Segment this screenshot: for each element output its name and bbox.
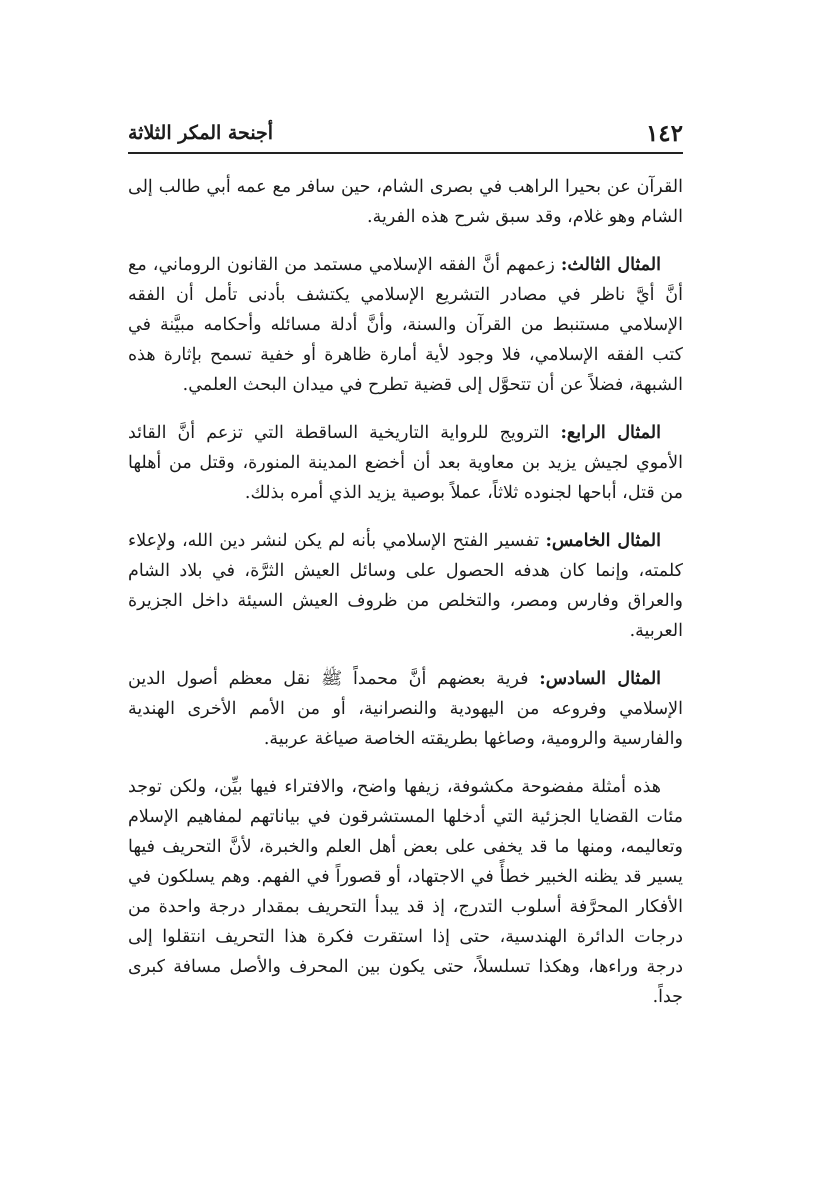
paragraph-text: القرآن عن بحيرا الراهب في بصرى الشام، حين سافر مع عمه أبي طالب إلى الشام وهو غلام، وقد سبق شرح هذه الفرية. [128,177,683,227]
page-body [128,172,683,1012]
example-label: المثال الرابع: [560,423,661,443]
example-label: المثال الخامس: [545,531,661,551]
paragraph-intro [128,172,683,232]
example-label: المثال الثالث: [560,255,661,275]
paragraph-text: زعمهم أنَّ الفقه الإسلامي مستمد من القانون الروماني، مع أنَّ أيَّ ناظر في مصادر التشريع الإسلامي يكتشف بأدنى تأمل أن الفقه الإسلامي مستنبط من القرآن والسنة، وأنَّ أدلة مسائله وأحكامه مبيَّنة في كتب الفقه الإسلامي، فلا وجود لأية أمارة ظاهرة أو خفية تسمح بإثارة هذه الشبهة، فضلاً عن أن تتحوَّل إلى قضية تطرح في ميدان البحث العلمي. [128,255,683,395]
paragraph-text: تفسير الفتح الإسلامي بأنه لم يكن لنشر دين الله، ولإعلاء كلمته، وإنما كان هدفه الحصول على وسائل العيش الثرَّة، في بلاد الشام والعراق وفارس ومصر، والتخلص من ظروف العيش السيئة داخل الجزيرة العربية. [128,531,683,641]
paragraph-text: هذه أمثلة مفضوحة مكشوفة، زيفها واضح، والافتراء فيها بيِّن، ولكن توجد مئات القضايا الجزئية التي أدخلها المستشرقون في بياناتهم لمفاهيم الإسلام وتعاليمه، ومنها ما قد يخفى على بعض أهل العلم والخبرة، لأنَّ التحريف فيها يسير قد يظنه الخبير خطأً في الاجتهاد، أو قصوراً في الفهم. وهم يسلكون في الأفكار المحرَّفة أسلوب التدرج، إذ قد يبدأ التحريف بمقدار درجة واحدة من درجات الدائرة الهندسية، حتى إذا استقرت فكرة هذا التحريف انتقلوا إلى درجة وراءها، وهكذا تسلسلاً، حتى يكون بين المحرف والأصل مسافة كبرى جداً. [128,777,683,1007]
paragraph-example-5 [128,526,683,646]
paragraph-text: الترويج للرواية التاريخية الساقطة التي تزعم أنَّ القائد الأموي لجيش يزيد بن معاوية بعد أن أخضع المدينة المنورة، وقتل من أهلها من قتل، أباحها لجنوده ثلاثاً، عملاً بوصية يزيد الذي أمره بذلك. [128,423,683,503]
paragraph-example-6 [128,664,683,754]
paragraph-example-3 [128,250,683,400]
example-label: المثال السادس: [539,669,662,689]
paragraph-conclusion [128,772,683,1012]
page-number: ١٤٢ [645,120,683,147]
paragraph-example-4 [128,418,683,508]
paragraph-text: فرية بعضهم أنَّ محمداً ﷺ نقل معظم أصول الدين الإسلامي وفروعه من اليهودية والنصرانية، أو من الأمم الأخرى الهندية والفارسية والرومية، وصاغها بطريقته الخاصة صياغة عربية. [128,669,683,749]
page-header [128,118,683,154]
book-title: أجنحة المكر الثلاثة [128,122,274,144]
